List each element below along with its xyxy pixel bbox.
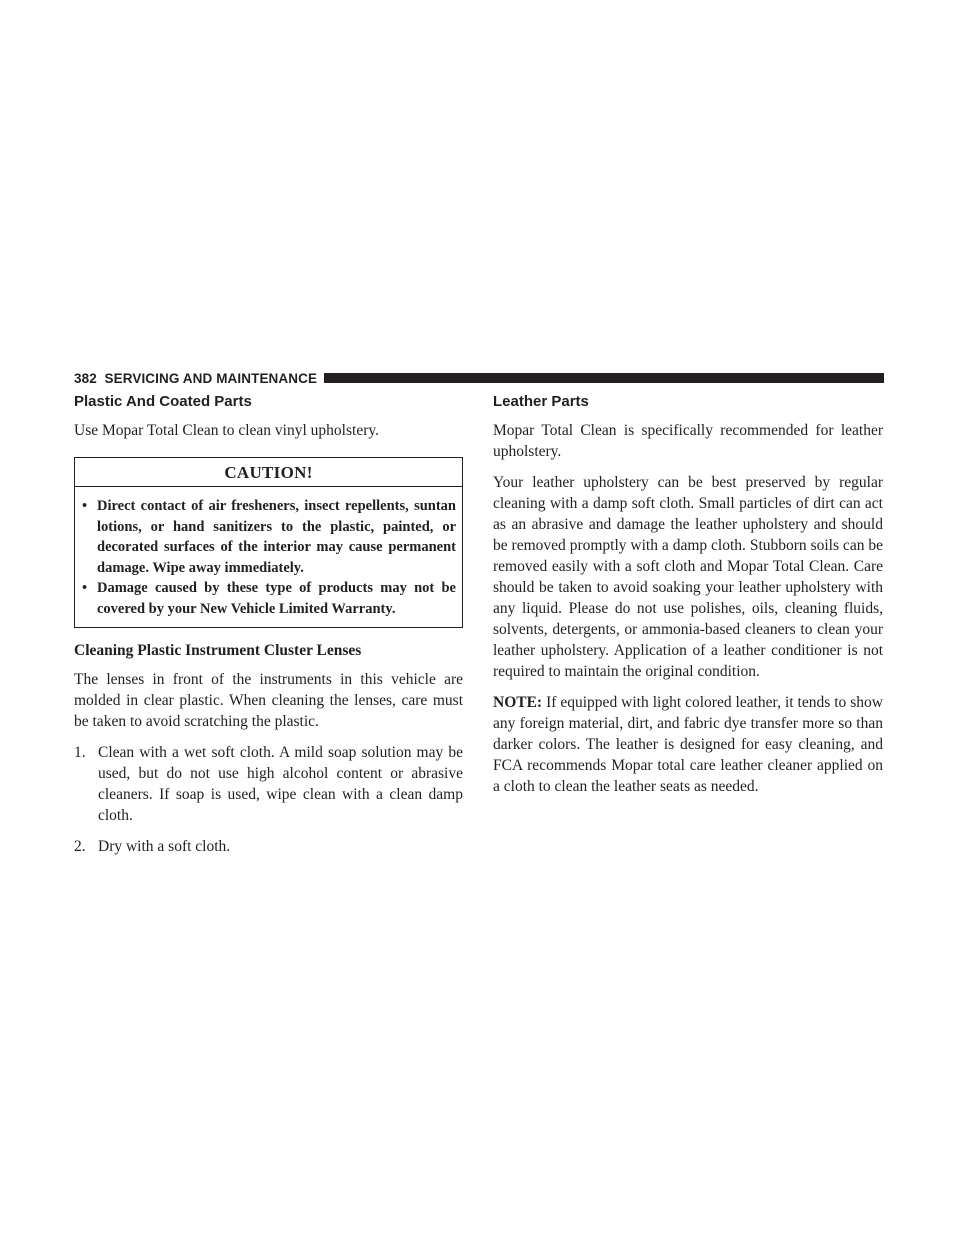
step-text: Clean with a wet soft cloth. A mild soap solution may be used, but do not use high alcohol content or abrasive cleaners. If soap is used, wipe clean with a clean damp cloth. (98, 744, 463, 824)
step-number: 2. (74, 838, 86, 855)
cluster-lenses-heading: Cleaning Plastic Instrument Cluster Lenses (74, 642, 362, 659)
page-header-label (74, 371, 317, 386)
page-header (74, 369, 884, 387)
vinyl-upholstery-paragraph: Use Mopar Total Clean to clean vinyl upholstery. (74, 422, 379, 439)
header-rule (324, 373, 884, 383)
cleaning-steps-list (74, 742, 463, 857)
leather-intro-paragraph: Mopar Total Clean is specifically recommended for leather upholstery. (493, 422, 883, 460)
cleaning-step (74, 836, 463, 857)
step-number: 1. (74, 744, 86, 761)
note-text: If equipped with light colored leather, it tends to show any foreign material, dirt, and fabric dye transfer more so than darker colors. The leather is designed for easy cleaning, and FCA recommends Mopar total care leather cleaner applied on a cloth to clean the leather seats as needed. (493, 694, 883, 795)
caution-title: CAUTION! (75, 458, 462, 487)
note-label: NOTE: (493, 694, 543, 711)
step-text: Dry with a soft cloth. (98, 838, 231, 855)
caution-list (75, 487, 462, 627)
bullet-icon: • (82, 580, 88, 596)
caution-item (81, 578, 456, 619)
right-column (493, 393, 883, 807)
leather-note-paragraph (493, 692, 883, 797)
section-title: SERVICING AND MAINTENANCE (104, 370, 318, 386)
leather-care-paragraph: Your leather upholstery can be best preserved by regular cleaning with a damp soft cloth. Small particles of dirt can act as an abrasive and damage the leather upholstery and should be removed promptly with a damp cloth. Stubborn soils can be removed easily with a soft cloth and Mopar Total Clean. Care should be taken to avoid soaking your leather upholstery with any liquid. Please do not use polishes, oils, cleaning fluids, solvents, detergents, or ammonia-based cleaners to clean your leather upholstery. Application of a leather conditioner is not required to maintain the original condition. (493, 474, 883, 680)
left-column (74, 393, 463, 867)
caution-item (81, 496, 456, 578)
leather-parts-heading: Leather Parts (493, 393, 589, 410)
bullet-icon: • (82, 498, 88, 514)
caution-item-text: Direct contact of air fresheners, insect repellents, suntan lotions, or hand sanitizers to the plastic, painted, or decorated surfaces of the interior may cause permanent damage. Wipe away immediately. (97, 498, 456, 576)
caution-item-text: Damage caused by these type of products may not be covered by your New Vehicle Limited Warranty. (97, 580, 456, 617)
cleaning-step (74, 742, 463, 826)
caution-box (74, 457, 463, 628)
plastic-coated-parts-heading: Plastic And Coated Parts (74, 393, 252, 410)
page-number: 382 (74, 370, 97, 386)
cluster-lenses-paragraph: The lenses in front of the instruments in this vehicle are molded in clear plastic. When cleaning the lenses, care must be taken to avoid scratching the plastic. (74, 671, 463, 730)
